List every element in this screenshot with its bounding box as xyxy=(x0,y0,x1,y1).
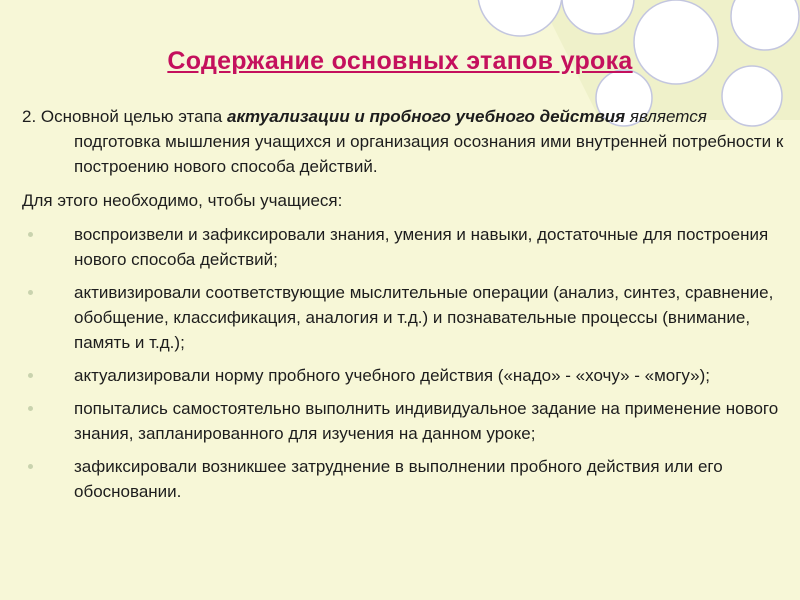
bullet-list xyxy=(22,222,794,504)
list-item-text: попытались самостоятельно выполнить индивидуальное задание на применение нового знания, запланированного для изучения на данном уроке; xyxy=(74,399,779,443)
list-item-text: активизировали соответствующие мыслительные операции (анализ, синтез, сравнение, обобщение, классификация, аналогия и т.д.) и познавательные процессы (внимание, память и т.д.); xyxy=(74,283,774,352)
bullet-icon xyxy=(28,290,33,295)
bullet-icon xyxy=(28,406,33,411)
lead-paragraph: Для этого необходимо, чтобы учащиеся: xyxy=(22,191,343,210)
list-item xyxy=(22,454,794,504)
list-item xyxy=(22,222,794,272)
intro-rest: подготовка мышления учащихся и организация осознания ими внутренней потребности к построению нового способа действий. xyxy=(74,132,784,176)
slide-title: Содержание основных этапов урока xyxy=(167,47,633,75)
list-item-text: актуализировали норму пробного учебного действия («надо» - «хочу» - «могу»); xyxy=(74,366,710,385)
bullet-icon xyxy=(28,373,33,378)
list-item xyxy=(22,396,794,446)
list-item xyxy=(22,280,794,355)
decorative-circle xyxy=(478,0,562,36)
list-item-text: зафиксировали возникшее затруднение в выполнении пробного действия или его обосновании. xyxy=(74,457,723,501)
intro-paragraph xyxy=(22,104,794,179)
intro-emphasis: актуализации и пробного учебного действия xyxy=(226,107,626,126)
intro-prefix: 2. Основной целью этапа xyxy=(22,107,227,126)
bullet-icon xyxy=(28,232,33,237)
slide-content xyxy=(22,104,794,512)
list-item-text: воспроизвели и зафиксировали знания, умения и навыки, достаточные для построения нового способа действий; xyxy=(74,225,769,269)
list-item xyxy=(22,363,794,388)
bullet-icon xyxy=(28,464,33,469)
intro-verb: является xyxy=(625,107,707,126)
